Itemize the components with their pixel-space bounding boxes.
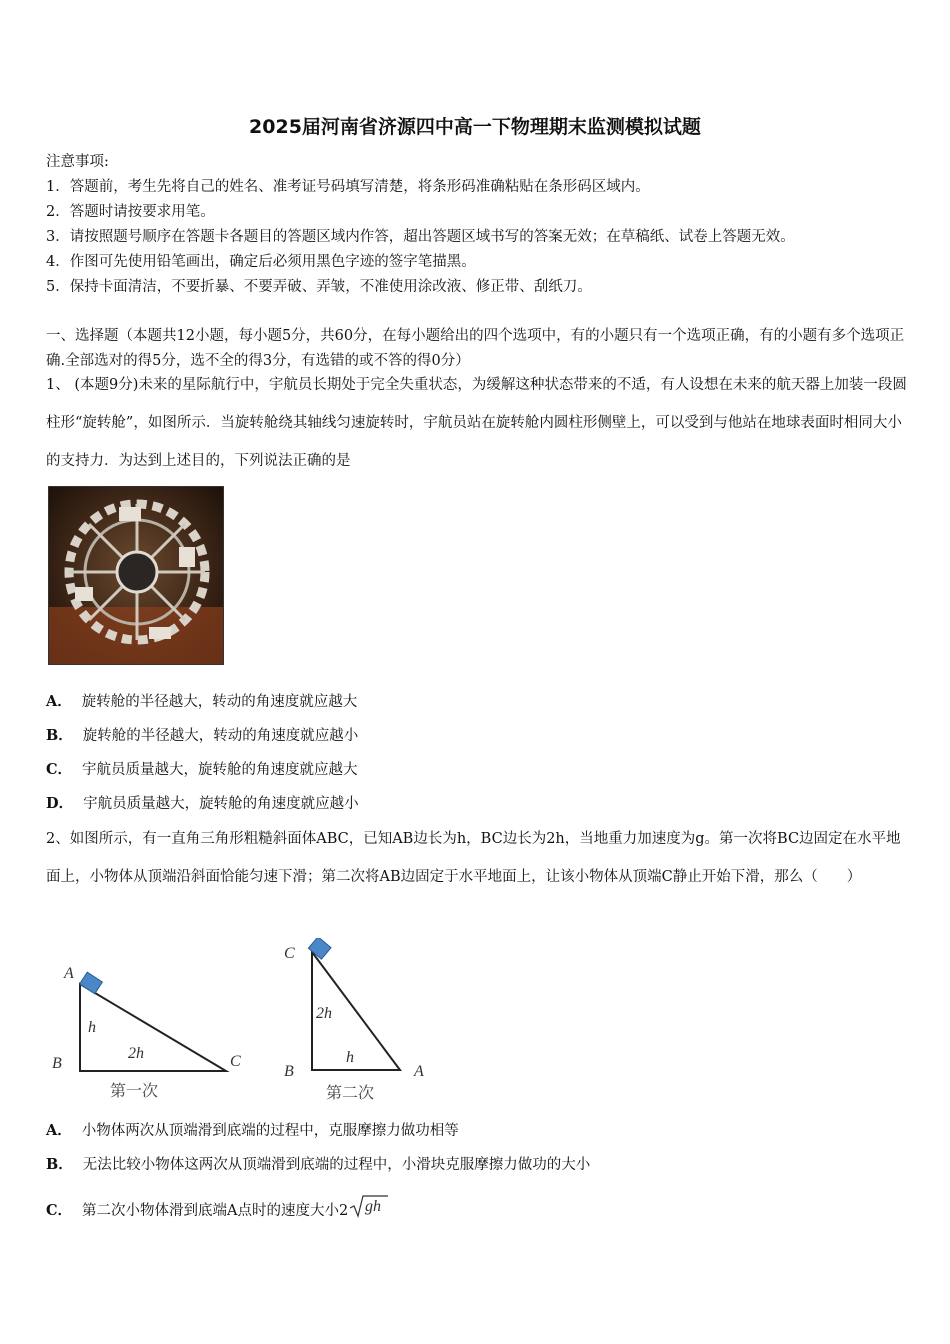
- notice-item: 5．保持卡面清洁，不要折暴、不要弄破、弄皱，不准使用涂改液、修正带、刮纸刀。: [46, 279, 592, 295]
- q1-option-b[interactable]: B． 旋转舱的半径越大，转动的角速度就应越小: [46, 727, 359, 744]
- q2-option-c[interactable]: C． 第二次小物体滑到底端A点时的速度大小2 gh: [46, 1192, 908, 1230]
- notice-item: 4．作图可先使用铅笔画出，确定后必须用黑色字迹的签字笔描黑。: [46, 254, 476, 270]
- vertex-b-label: B: [284, 1063, 294, 1080]
- triangle-figure-first: [44, 958, 254, 1108]
- side-v-label: h: [88, 1019, 96, 1036]
- side-h-label: 2h: [128, 1045, 144, 1062]
- q2-option-a[interactable]: A． 小物体两次从顶端滑到底端的过程中，克服摩擦力做功相等: [46, 1122, 459, 1139]
- vertex-a-label: A: [414, 1063, 424, 1080]
- rotating-cabin-photo: [48, 486, 224, 665]
- sqrt-radicand: gh: [365, 1198, 382, 1215]
- sqrt-symbol: [348, 1193, 388, 1219]
- notice-heading: 注意事项:: [46, 154, 109, 170]
- section-intro: 一、选择题（本题共12小题，每小题5分，共60分，在每小题给出的四个选项中，有的小题只有一个选项正确，有的小题有多个选项正确.全部选对的得5分，选不全的得3分，有选错的或不答的得0分）: [46, 328, 905, 369]
- question-2-text: 2、如图所示，有一直角三角形粗糙斜面体ABC，已知AB边长为h，BC边长为2h，当地重力加速度为g。第一次将BC边固定在水平地面上，小物体从顶端沿斜面恰能匀速下滑；第二次将AB边固定于水平地面上，让该小物体从顶端C静止开始下滑，那么（ ）: [46, 831, 901, 885]
- page-title: 2025届河南省济源四中高一下物理期末监测模拟试题: [249, 116, 701, 138]
- q2-option-b[interactable]: B． 无法比较小物体这两次从顶端滑到底端的过程中，小滑块克服摩擦力做功的大小: [46, 1156, 591, 1173]
- notice-item: 3．请按照题号顺序在答题卡各题目的答题区域内作答，超出答题区域书写的答案无效；在草稿纸、试卷上答题无效。: [46, 229, 795, 245]
- q1-option-d[interactable]: D． 宇航员质量越大，旋转舱的角速度就应越小: [46, 795, 359, 812]
- figure-caption: 第二次: [326, 1083, 375, 1102]
- vertex-a-label: A: [64, 965, 74, 982]
- vertex-c-label: C: [230, 1053, 241, 1070]
- question-1-text: 1、 (本题9分)未来的星际航行中，宇航员长期处于完全失重状态，为缓解这种状态带来的不适，有人设想在未来的航天器上加装一段圆柱形“旋转舱”，如图所示．当旋转舱绕其轴线匀速旋转时，宇航员站在旋转舱内圆柱形侧壁上，可以受到与他站在地球表面时相同大小的支持力．为达到上述目的，下列说法正确的是: [46, 377, 907, 469]
- q1-option-a[interactable]: A． 旋转舱的半径越大，转动的角速度就应越大: [46, 693, 358, 710]
- q1-option-c[interactable]: C． 宇航员质量越大，旋转舱的角速度就应越大: [46, 761, 358, 778]
- side-v-label: 2h: [316, 1005, 332, 1022]
- vertex-c-label: C: [284, 945, 295, 962]
- notice-item: 1．答题前，考生先将自己的姓名、准考证号码填写清楚，将条形码准确粘贴在条形码区域内。: [46, 179, 650, 195]
- vertex-b-label: B: [52, 1055, 62, 1072]
- notice-item: 2．答题时请按要求用笔。: [46, 204, 215, 220]
- triangle-figure-second: [278, 938, 438, 1108]
- side-h-label: h: [346, 1049, 354, 1066]
- figure-caption: 第一次: [110, 1081, 159, 1100]
